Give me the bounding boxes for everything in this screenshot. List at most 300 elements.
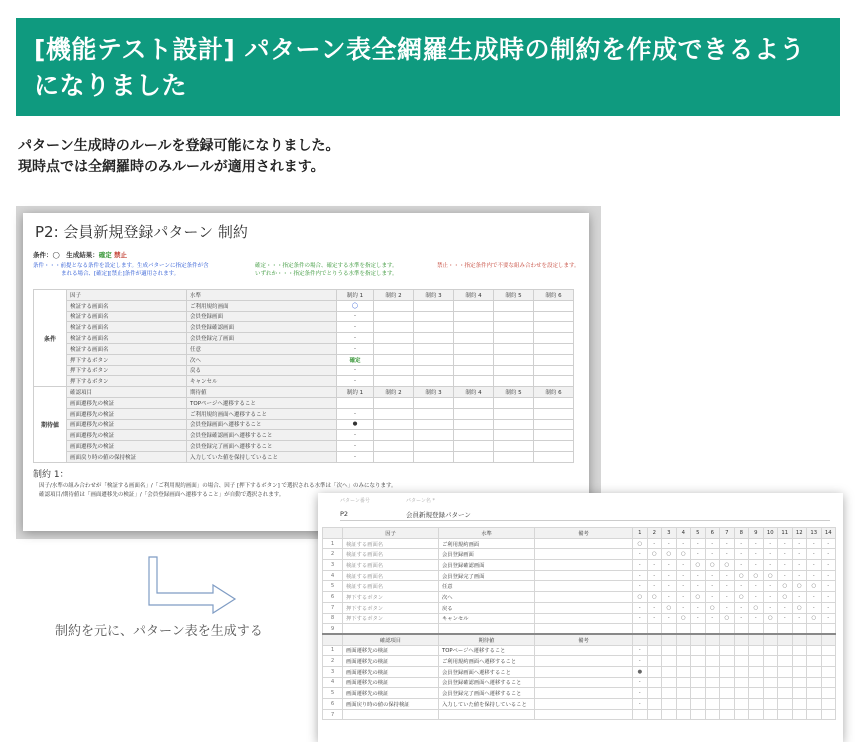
pattern-cell[interactable]: - — [821, 592, 836, 603]
pattern-cell[interactable]: - — [691, 581, 706, 592]
pattern-cell[interactable]: - — [821, 570, 836, 581]
pattern-cell[interactable]: - — [749, 560, 764, 571]
constraint-cell[interactable] — [374, 333, 414, 344]
pattern-cell[interactable]: - — [647, 602, 662, 613]
pattern-cell[interactable]: - — [633, 602, 648, 613]
pattern-cell[interactable]: - — [821, 613, 836, 624]
pattern-cell[interactable] — [662, 624, 677, 635]
pattern-cell[interactable]: - — [749, 581, 764, 592]
pattern-cell[interactable]: - — [633, 560, 648, 571]
constraint-cell[interactable] — [494, 343, 534, 354]
constraint-cell[interactable] — [374, 300, 414, 311]
pattern-cell[interactable] — [792, 645, 807, 656]
pattern-cell[interactable] — [676, 624, 691, 635]
constraint-cell[interactable] — [337, 397, 374, 408]
constraint-cell[interactable] — [414, 311, 454, 322]
pattern-cell[interactable] — [705, 688, 720, 699]
pattern-cell[interactable]: ○ — [691, 592, 706, 603]
pattern-cell[interactable] — [807, 677, 822, 688]
pattern-cell[interactable]: ○ — [662, 602, 677, 613]
pattern-cell[interactable]: - — [633, 645, 648, 656]
constraint-cell[interactable]: - — [337, 311, 374, 322]
constraint-cell[interactable] — [494, 311, 534, 322]
note-cell[interactable] — [535, 538, 633, 549]
pattern-cell[interactable] — [821, 656, 836, 667]
constraint-cell[interactable] — [494, 376, 534, 387]
constraint-cell[interactable] — [414, 376, 454, 387]
pattern-cell[interactable]: ○ — [662, 549, 677, 560]
constraint-cell[interactable] — [374, 343, 414, 354]
pattern-cell[interactable] — [691, 666, 706, 677]
constraint-cell[interactable] — [374, 397, 414, 408]
pattern-name-field[interactable]: 会員新規登録パターン — [406, 511, 471, 519]
pattern-cell[interactable] — [633, 624, 648, 635]
pattern-cell[interactable] — [662, 645, 677, 656]
pattern-cell[interactable] — [705, 656, 720, 667]
constraint-cell[interactable] — [374, 354, 414, 365]
constraint-cell[interactable] — [454, 343, 494, 354]
constraint-cell[interactable] — [534, 451, 574, 462]
pattern-cell[interactable] — [778, 688, 793, 699]
pattern-cell[interactable] — [778, 624, 793, 635]
constraint-cell[interactable] — [534, 354, 574, 365]
constraint-cell[interactable] — [414, 365, 454, 376]
pattern-cell[interactable]: - — [647, 538, 662, 549]
pattern-cell[interactable] — [720, 709, 735, 720]
pattern-cell[interactable]: - — [763, 549, 778, 560]
pattern-cell[interactable] — [763, 656, 778, 667]
pattern-cell[interactable] — [676, 666, 691, 677]
pattern-cell[interactable]: - — [676, 581, 691, 592]
constraint-cell[interactable] — [494, 441, 534, 452]
pattern-cell[interactable]: - — [821, 581, 836, 592]
constraint-cell[interactable] — [414, 441, 454, 452]
constraint-cell[interactable] — [494, 333, 534, 344]
pattern-cell[interactable] — [763, 709, 778, 720]
constraint-cell[interactable] — [414, 354, 454, 365]
pattern-cell[interactable] — [705, 624, 720, 635]
pattern-cell[interactable]: - — [807, 602, 822, 613]
pattern-cell[interactable] — [662, 677, 677, 688]
pattern-cell[interactable] — [734, 709, 749, 720]
constraint-cell[interactable]: ◯ — [337, 300, 374, 311]
pattern-cell[interactable] — [763, 699, 778, 710]
constraint-cell[interactable] — [494, 451, 534, 462]
pattern-cell[interactable] — [821, 688, 836, 699]
constraint-cell[interactable] — [454, 419, 494, 430]
pattern-cell[interactable]: ○ — [778, 592, 793, 603]
pattern-cell[interactable]: ○ — [705, 560, 720, 571]
pattern-cell[interactable] — [662, 688, 677, 699]
pattern-cell[interactable] — [778, 709, 793, 720]
constraint-cell[interactable] — [454, 354, 494, 365]
pattern-cell[interactable]: - — [705, 538, 720, 549]
pattern-cell[interactable]: - — [705, 581, 720, 592]
pattern-cell[interactable]: - — [676, 538, 691, 549]
pattern-cell[interactable]: - — [763, 560, 778, 571]
pattern-cell[interactable] — [749, 699, 764, 710]
pattern-cell[interactable] — [792, 656, 807, 667]
pattern-cell[interactable]: - — [749, 538, 764, 549]
pattern-cell[interactable] — [647, 688, 662, 699]
pattern-cell[interactable] — [807, 666, 822, 677]
note-cell[interactable] — [535, 560, 633, 571]
constraint-cell[interactable] — [414, 451, 454, 462]
constraint-cell[interactable]: - — [337, 451, 374, 462]
pattern-cell[interactable]: - — [720, 581, 735, 592]
pattern-cell[interactable] — [705, 699, 720, 710]
pattern-cell[interactable] — [662, 699, 677, 710]
constraint-cell[interactable]: - — [337, 333, 374, 344]
pattern-cell[interactable] — [749, 624, 764, 635]
constraint-cell[interactable] — [534, 376, 574, 387]
pattern-cell[interactable] — [749, 709, 764, 720]
pattern-cell[interactable]: - — [734, 549, 749, 560]
note-cell[interactable] — [535, 677, 633, 688]
pattern-cell[interactable]: - — [734, 581, 749, 592]
pattern-cell[interactable]: ○ — [807, 581, 822, 592]
pattern-cell[interactable]: - — [778, 549, 793, 560]
constraint-cell[interactable] — [494, 300, 534, 311]
pattern-cell[interactable]: ○ — [778, 581, 793, 592]
pattern-cell[interactable]: ● — [633, 666, 648, 677]
pattern-cell[interactable]: - — [763, 538, 778, 549]
constraint-cell[interactable] — [374, 441, 414, 452]
pattern-cell[interactable] — [734, 645, 749, 656]
constraint-cell[interactable]: ● — [337, 419, 374, 430]
pattern-cell[interactable]: - — [676, 560, 691, 571]
constraint-cell[interactable] — [374, 419, 414, 430]
pattern-cell[interactable] — [778, 666, 793, 677]
pattern-cell[interactable]: - — [720, 602, 735, 613]
pattern-cell[interactable] — [705, 645, 720, 656]
note-cell[interactable] — [535, 645, 633, 656]
pattern-cell[interactable]: - — [734, 602, 749, 613]
pattern-cell[interactable] — [749, 677, 764, 688]
pattern-cell[interactable]: - — [705, 592, 720, 603]
pattern-cell[interactable]: - — [662, 570, 677, 581]
pattern-cell[interactable]: - — [633, 699, 648, 710]
pattern-cell[interactable]: ○ — [749, 570, 764, 581]
pattern-cell[interactable]: - — [749, 613, 764, 624]
pattern-cell[interactable] — [763, 645, 778, 656]
pattern-cell[interactable]: - — [821, 560, 836, 571]
pattern-cell[interactable]: - — [763, 581, 778, 592]
pattern-cell[interactable]: - — [705, 549, 720, 560]
note-cell[interactable] — [535, 602, 633, 613]
note-cell[interactable] — [535, 688, 633, 699]
pattern-cell[interactable]: - — [633, 656, 648, 667]
pattern-cell[interactable] — [691, 677, 706, 688]
constraint-cell[interactable] — [454, 408, 494, 419]
constraint-cell[interactable] — [534, 300, 574, 311]
pattern-cell[interactable] — [720, 666, 735, 677]
constraint-cell[interactable] — [534, 322, 574, 333]
pattern-cell[interactable] — [734, 624, 749, 635]
pattern-cell[interactable] — [821, 677, 836, 688]
constraint-cell[interactable] — [454, 365, 494, 376]
pattern-cell[interactable] — [734, 666, 749, 677]
constraint-cell[interactable] — [494, 365, 534, 376]
pattern-cell[interactable]: ○ — [792, 581, 807, 592]
pattern-cell[interactable] — [792, 677, 807, 688]
pattern-cell[interactable] — [763, 666, 778, 677]
constraint-cell[interactable] — [414, 408, 454, 419]
constraint-cell[interactable] — [454, 311, 494, 322]
pattern-cell[interactable] — [821, 699, 836, 710]
pattern-cell[interactable] — [662, 709, 677, 720]
pattern-cell[interactable] — [821, 709, 836, 720]
pattern-cell[interactable]: - — [778, 602, 793, 613]
pattern-cell[interactable] — [720, 699, 735, 710]
constraint-cell[interactable] — [454, 451, 494, 462]
pattern-cell[interactable]: ○ — [647, 549, 662, 560]
pattern-cell[interactable]: ○ — [792, 602, 807, 613]
constraint-cell[interactable] — [374, 408, 414, 419]
pattern-cell[interactable] — [807, 699, 822, 710]
pattern-cell[interactable]: - — [662, 592, 677, 603]
pattern-cell[interactable] — [807, 656, 822, 667]
pattern-cell[interactable] — [676, 709, 691, 720]
constraint-cell[interactable] — [454, 430, 494, 441]
pattern-cell[interactable]: - — [691, 602, 706, 613]
pattern-cell[interactable] — [749, 688, 764, 699]
constraint-cell[interactable] — [494, 419, 534, 430]
pattern-cell[interactable] — [749, 645, 764, 656]
pattern-cell[interactable] — [778, 656, 793, 667]
pattern-cell[interactable] — [807, 645, 822, 656]
pattern-cell[interactable]: - — [792, 538, 807, 549]
constraint-cell[interactable] — [494, 354, 534, 365]
pattern-cell[interactable] — [676, 699, 691, 710]
pattern-cell[interactable]: - — [633, 613, 648, 624]
constraint-cell[interactable] — [534, 430, 574, 441]
pattern-cell[interactable]: - — [734, 613, 749, 624]
constraint-cell[interactable] — [494, 397, 534, 408]
constraint-cell[interactable] — [494, 322, 534, 333]
constraint-cell[interactable]: - — [337, 430, 374, 441]
pattern-cell[interactable]: - — [633, 688, 648, 699]
note-cell[interactable] — [535, 666, 633, 677]
constraint-cell[interactable] — [414, 430, 454, 441]
constraint-cell[interactable]: - — [337, 441, 374, 452]
pattern-cell[interactable] — [705, 677, 720, 688]
pattern-cell[interactable]: - — [792, 560, 807, 571]
pattern-cell[interactable]: - — [691, 538, 706, 549]
pattern-cell[interactable] — [647, 709, 662, 720]
constraint-cell[interactable] — [454, 376, 494, 387]
pattern-cell[interactable] — [720, 677, 735, 688]
note-cell[interactable] — [535, 699, 633, 710]
pattern-cell[interactable]: - — [720, 592, 735, 603]
pattern-cell[interactable]: ○ — [633, 592, 648, 603]
pattern-cell[interactable]: - — [792, 613, 807, 624]
constraint-cell[interactable] — [494, 430, 534, 441]
constraint-cell[interactable] — [414, 419, 454, 430]
pattern-number-field[interactable]: P2 — [340, 510, 349, 518]
pattern-cell[interactable]: - — [633, 570, 648, 581]
pattern-cell[interactable]: ○ — [807, 613, 822, 624]
constraint-cell[interactable] — [414, 343, 454, 354]
pattern-cell[interactable] — [691, 699, 706, 710]
pattern-cell[interactable] — [792, 699, 807, 710]
pattern-cell[interactable]: - — [821, 549, 836, 560]
pattern-cell[interactable]: - — [778, 570, 793, 581]
pattern-cell[interactable] — [691, 688, 706, 699]
constraint-cell[interactable] — [534, 333, 574, 344]
constraint-cell[interactable] — [454, 322, 494, 333]
pattern-cell[interactable] — [749, 656, 764, 667]
pattern-cell[interactable] — [778, 677, 793, 688]
pattern-cell[interactable] — [720, 624, 735, 635]
pattern-cell[interactable] — [720, 656, 735, 667]
pattern-cell[interactable]: - — [691, 613, 706, 624]
pattern-cell[interactable]: - — [662, 538, 677, 549]
note-cell[interactable] — [535, 613, 633, 624]
note-cell[interactable] — [535, 549, 633, 560]
note-cell[interactable] — [535, 656, 633, 667]
pattern-cell[interactable]: - — [705, 613, 720, 624]
constraint-cell[interactable] — [454, 300, 494, 311]
pattern-cell[interactable]: ○ — [749, 602, 764, 613]
constraint-cell[interactable]: - — [337, 408, 374, 419]
note-cell[interactable] — [535, 624, 633, 635]
pattern-cell[interactable] — [662, 666, 677, 677]
pattern-cell[interactable]: - — [807, 560, 822, 571]
pattern-cell[interactable] — [821, 666, 836, 677]
pattern-cell[interactable] — [821, 624, 836, 635]
pattern-cell[interactable]: - — [720, 538, 735, 549]
pattern-cell[interactable]: ○ — [676, 613, 691, 624]
constraint-cell[interactable] — [374, 322, 414, 333]
pattern-cell[interactable]: ○ — [705, 602, 720, 613]
pattern-cell[interactable] — [734, 656, 749, 667]
pattern-cell[interactable] — [691, 656, 706, 667]
pattern-cell[interactable] — [749, 666, 764, 677]
note-cell[interactable] — [535, 581, 633, 592]
pattern-cell[interactable] — [705, 709, 720, 720]
pattern-cell[interactable]: - — [676, 602, 691, 613]
pattern-cell[interactable] — [792, 709, 807, 720]
constraint-cell[interactable] — [454, 397, 494, 408]
pattern-cell[interactable] — [676, 688, 691, 699]
pattern-cell[interactable]: ○ — [633, 538, 648, 549]
pattern-cell[interactable] — [647, 656, 662, 667]
pattern-cell[interactable] — [676, 656, 691, 667]
pattern-cell[interactable]: - — [705, 570, 720, 581]
constraint-cell[interactable]: - — [337, 376, 374, 387]
pattern-cell[interactable] — [734, 688, 749, 699]
pattern-cell[interactable]: - — [792, 570, 807, 581]
pattern-cell[interactable] — [763, 688, 778, 699]
pattern-cell[interactable]: - — [633, 549, 648, 560]
pattern-cell[interactable] — [676, 677, 691, 688]
pattern-cell[interactable]: - — [821, 602, 836, 613]
constraint-cell[interactable] — [494, 408, 534, 419]
pattern-cell[interactable]: - — [807, 549, 822, 560]
constraint-cell[interactable] — [374, 376, 414, 387]
pattern-cell[interactable]: - — [633, 581, 648, 592]
constraint-cell[interactable] — [374, 311, 414, 322]
pattern-cell[interactable] — [633, 709, 648, 720]
constraint-cell[interactable] — [414, 397, 454, 408]
pattern-cell[interactable]: - — [778, 560, 793, 571]
pattern-cell[interactable] — [807, 624, 822, 635]
pattern-cell[interactable]: ○ — [676, 549, 691, 560]
pattern-cell[interactable] — [778, 645, 793, 656]
pattern-cell[interactable]: - — [763, 602, 778, 613]
pattern-cell[interactable] — [691, 709, 706, 720]
constraint-cell[interactable] — [534, 343, 574, 354]
pattern-cell[interactable] — [647, 666, 662, 677]
constraint-cell[interactable]: - — [337, 343, 374, 354]
pattern-cell[interactable]: - — [807, 592, 822, 603]
constraint-cell[interactable] — [374, 430, 414, 441]
pattern-cell[interactable] — [763, 624, 778, 635]
pattern-cell[interactable]: - — [662, 613, 677, 624]
pattern-cell[interactable] — [647, 645, 662, 656]
pattern-cell[interactable] — [734, 677, 749, 688]
constraint-cell[interactable] — [414, 300, 454, 311]
pattern-cell[interactable]: - — [821, 538, 836, 549]
pattern-cell[interactable] — [691, 645, 706, 656]
constraint-cell[interactable] — [534, 365, 574, 376]
pattern-cell[interactable]: - — [807, 538, 822, 549]
pattern-cell[interactable]: - — [662, 581, 677, 592]
constraint-cell[interactable] — [534, 419, 574, 430]
constraint-cell[interactable] — [534, 397, 574, 408]
pattern-cell[interactable] — [778, 699, 793, 710]
pattern-cell[interactable] — [821, 645, 836, 656]
pattern-cell[interactable]: - — [778, 613, 793, 624]
pattern-cell[interactable]: - — [647, 581, 662, 592]
pattern-cell[interactable] — [792, 666, 807, 677]
pattern-cell[interactable] — [662, 656, 677, 667]
pattern-cell[interactable]: - — [807, 570, 822, 581]
pattern-cell[interactable]: - — [778, 538, 793, 549]
pattern-cell[interactable] — [792, 624, 807, 635]
pattern-cell[interactable]: - — [749, 549, 764, 560]
constraint-cell[interactable] — [414, 333, 454, 344]
pattern-cell[interactable]: - — [676, 592, 691, 603]
pattern-cell[interactable] — [647, 624, 662, 635]
pattern-cell[interactable]: ○ — [734, 592, 749, 603]
pattern-cell[interactable] — [647, 699, 662, 710]
pattern-cell[interactable] — [720, 645, 735, 656]
pattern-cell[interactable] — [676, 645, 691, 656]
pattern-cell[interactable]: - — [633, 677, 648, 688]
pattern-cell[interactable]: - — [749, 592, 764, 603]
note-cell[interactable] — [535, 592, 633, 603]
pattern-cell[interactable]: - — [720, 549, 735, 560]
constraint-cell[interactable] — [414, 322, 454, 333]
pattern-cell[interactable]: ○ — [763, 613, 778, 624]
pattern-cell[interactable]: - — [647, 613, 662, 624]
pattern-cell[interactable]: - — [734, 538, 749, 549]
pattern-cell[interactable] — [807, 709, 822, 720]
pattern-cell[interactable] — [734, 699, 749, 710]
pattern-cell[interactable]: - — [676, 570, 691, 581]
pattern-cell[interactable] — [720, 688, 735, 699]
constraint-cell[interactable] — [374, 451, 414, 462]
pattern-cell[interactable] — [807, 688, 822, 699]
note-cell[interactable] — [535, 570, 633, 581]
note-cell[interactable] — [535, 709, 633, 720]
constraint-cell[interactable]: - — [337, 365, 374, 376]
pattern-cell[interactable]: - — [720, 570, 735, 581]
pattern-cell[interactable]: ○ — [734, 570, 749, 581]
pattern-cell[interactable] — [705, 666, 720, 677]
